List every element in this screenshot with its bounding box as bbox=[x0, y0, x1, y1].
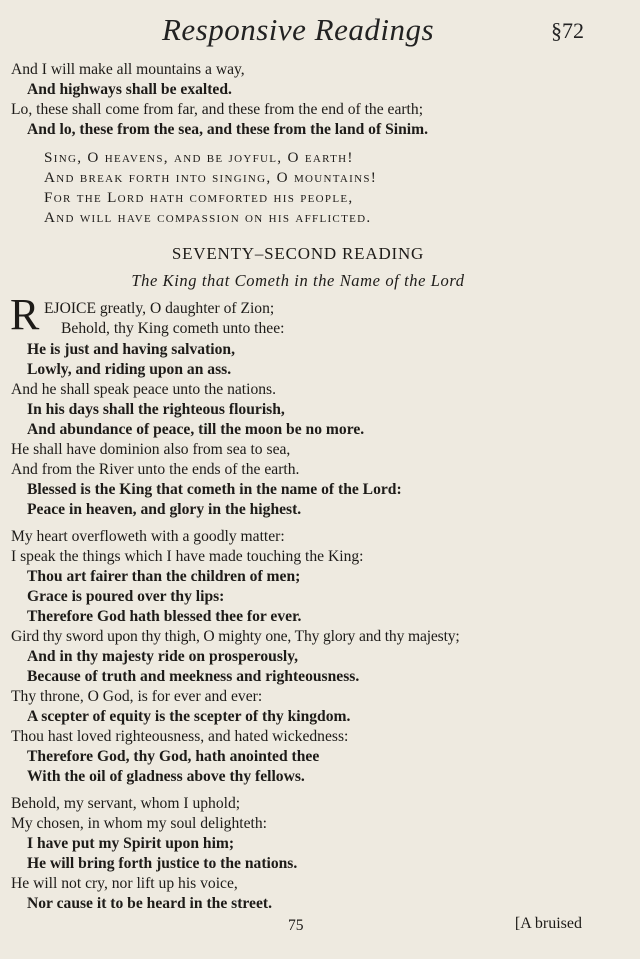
verse-line: And from the River unto the ends of the earth. bbox=[11, 461, 300, 478]
response-line: Because of truth and meekness and righteousness. bbox=[27, 668, 360, 685]
section-number: §72 bbox=[551, 18, 584, 43]
response-line: Nor cause it to be heard in the street. bbox=[27, 895, 272, 912]
response-line: With the oil of gladness above thy fellows. bbox=[27, 768, 305, 785]
response-line: Lowly, and riding upon an ass. bbox=[27, 361, 232, 378]
drop-cap: R bbox=[10, 290, 40, 339]
unison-line: For the Lord hath comforted his people, bbox=[44, 189, 354, 206]
verse-line: Thy throne, O God, is for ever and ever: bbox=[11, 688, 263, 705]
response-line: I have put my Spirit upon him; bbox=[27, 835, 235, 852]
response-line: Peace in heaven, and glory in the highest. bbox=[27, 501, 302, 518]
page-header bbox=[0, 12, 640, 52]
unison-line: And will have compassion on his afflicted. bbox=[44, 209, 372, 226]
verse-line: Behold, my servant, whom I uphold; bbox=[11, 795, 241, 812]
catchword: [A bruised bbox=[514, 915, 582, 932]
response-line: And abundance of peace, till the moon be no more. bbox=[27, 421, 365, 438]
verse-line: My chosen, in whom my soul delighteth: bbox=[11, 815, 267, 832]
response-line: A scepter of equity is the scepter of thy kingdom. bbox=[27, 708, 351, 725]
page-number: 75 bbox=[288, 917, 304, 934]
response-line: And in thy majesty ride on prosperously, bbox=[27, 648, 299, 665]
verse-line: Lo, these shall come from far, and these from the end of the earth; bbox=[11, 101, 424, 118]
response-line: He will bring forth justice to the nations. bbox=[27, 855, 298, 872]
verse-line: I speak the things which I have made touching the King: bbox=[11, 548, 364, 565]
response-line: In his days shall the righteous flourish, bbox=[27, 401, 285, 418]
response-line: He is just and having salvation, bbox=[27, 341, 235, 358]
verse-line: And I will make all mountains a way, bbox=[11, 61, 245, 78]
verse-line: EJOICE greatly, O daughter of Zion; bbox=[44, 300, 275, 317]
response-line: And highways shall be exalted. bbox=[27, 81, 232, 98]
response-line: Blessed is the King that cometh in the name of the Lord: bbox=[27, 481, 402, 498]
unison-line: And break forth into singing, O mountains! bbox=[44, 169, 378, 186]
verse-line: He will not cry, nor lift up his voice, bbox=[11, 875, 238, 892]
response-line: Therefore God, thy God, hath anointed thee bbox=[27, 748, 320, 765]
verse-line: And he shall speak peace unto the nations. bbox=[11, 381, 277, 398]
verse-line: Behold, thy King cometh unto thee: bbox=[61, 320, 285, 337]
verse-line: Thou hast loved righteousness, and hated wickedness: bbox=[11, 728, 349, 745]
response-line: Thou art fairer than the children of men; bbox=[27, 568, 301, 585]
running-title: Responsive Readings bbox=[161, 12, 435, 47]
reading-subtitle: The King that Cometh in the Name of the Lord bbox=[131, 271, 465, 290]
verse-line: Gird thy sword upon thy thigh, O mighty one, Thy glory and thy majesty; bbox=[11, 628, 460, 645]
reading-heading: SEVENTY–SECOND READING bbox=[171, 244, 425, 263]
response-line: Therefore God hath blessed thee for ever. bbox=[27, 608, 302, 625]
response-line: And lo, these from the sea, and these from the land of Sinim. bbox=[27, 121, 428, 138]
verse-line: He shall have dominion also from sea to sea, bbox=[11, 441, 291, 458]
verse-line: My heart overfloweth with a goodly matter: bbox=[11, 528, 285, 545]
unison-line: Sing, O heavens, and be joyful, O earth! bbox=[44, 149, 354, 166]
response-line: Grace is poured over thy lips: bbox=[27, 588, 225, 605]
